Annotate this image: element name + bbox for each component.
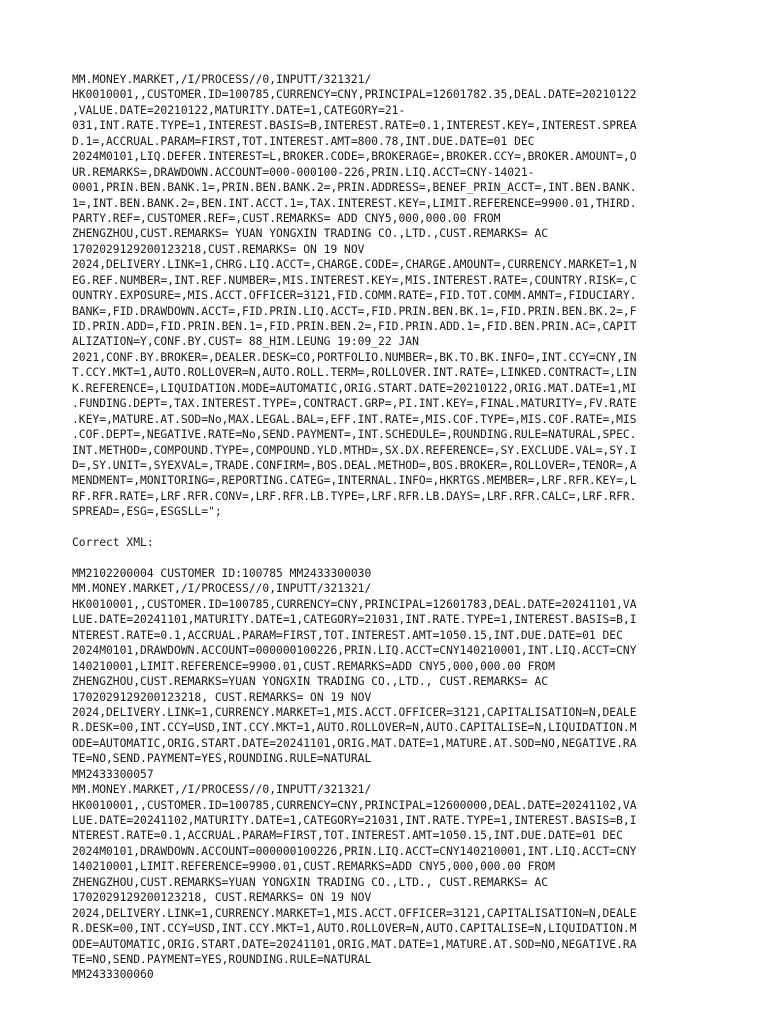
text-line: EG.REF.NUMBER=,INT.REF.NUMBER=,MIS.INTEREST.KEY=,MIS.INTEREST.RATE=,COUNTRY.RISK=,C	[72, 273, 637, 287]
text-line: 0001,PRIN.BEN.BANK.1=,PRIN.BEN.BANK.2=,PRIN.ADDRESS=,BENEF_PRIN_ACCT=,INT.BEN.BANK.	[72, 181, 637, 195]
text-line: 1702029129200123218, CUST.REMARKS= ON 19 NOV	[72, 891, 372, 905]
text-line: ,VALUE.DATE=20210122,MATURITY.DATE=1,CATEGORY=21-	[72, 103, 406, 117]
text-line: TE=NO,SEND.PAYMENT=YES,ROUNDING.RULE=NATURAL	[72, 952, 372, 966]
text-line: RF.RFR.RATE=,LRF.RFR.CONV=,LRF.RFR.LB.TYPE=,LRF.RFR.LB.DAYS=,LRF.RFR.CALC=,LRF.RFR.	[72, 489, 637, 503]
text-line: 2024M0101,DRAWDOWN.ACCOUNT=000000100226,PRIN.LIQ.ACCT=CNY140210001,INT.LIQ.ACCT=CNY	[72, 844, 637, 858]
text-line: MM.MONEY.MARKET,/I/PROCESS//0,INPUTT/321321/	[72, 73, 372, 86]
text-line: ZHENGZHOU,CUST.REMARKS=YUAN YONGXIN TRADING CO.,LTD., CUST.REMARKS= AC	[72, 875, 549, 889]
text-line: HK0010001,,CUSTOMER.ID=100785,CURRENCY=CNY,PRINCIPAL=12600000,DEAL.DATE=20241102,VA	[72, 798, 637, 812]
text-line: 140210001,LIMIT.REFERENCE=9900.01,CUST.REMARKS=ADD CNY5,000,000.00 FROM	[72, 659, 555, 673]
text-line: 2024M0101,DRAWDOWN.ACCOUNT=000000100226,PRIN.LIQ.ACCT=CNY140210001,INT.LIQ.ACCT=CNY	[72, 644, 637, 658]
text-line: .FUNDING.DEPT=,TAX.INTEREST.TYPE=,CONTRACT.GRP=,PI.INT.KEY=,FINAL.MATURITY=,FV.RATE	[72, 397, 637, 411]
text-line: OUNTRY.EXPOSURE=,MIS.ACCT.OFFICER=3121,FID.COMM.RATE=,FID.TOT.COMM.AMNT=,FIDUCIARY.	[72, 289, 637, 303]
text-line: 031,INT.RATE.TYPE=1,INTEREST.BASIS=B,INTEREST.RATE=0.1,INTEREST.KEY=,INTEREST.SPREA	[72, 119, 637, 133]
text-line: HK0010001,,CUSTOMER.ID=100785,CURRENCY=CNY,PRINCIPAL=12601782.35,DEAL.DATE=20210122	[72, 88, 637, 102]
text-line: 1702029129200123218, CUST.REMARKS= ON 19 NOV	[72, 690, 372, 704]
text-line: ALIZATION=Y,CONF.BY.CUST= 88_HIM.LEUNG 19:09_22 JAN	[72, 335, 419, 349]
text-line: MM2433300057	[72, 767, 154, 781]
text-line: 2024,DELIVERY.LINK=1,CHRG.LIQ.ACCT=,CHARGE.CODE=,CHARGE.AMOUNT=,CURRENCY.MARKET=1,N	[72, 258, 637, 272]
text-line: MM2433300060	[72, 968, 154, 982]
text-line: T.CCY.MKT=1,AUTO.ROLLOVER=N,AUTO.ROLL.TERM=,ROLLOVER.INT.RATE=,LINKED.CONTRACT=,LIN	[72, 366, 637, 380]
text-line: .KEY=,MATURE.AT.SOD=No,MAX.LEGAL.BAL=,EFF.INT.RATE=,MIS.COF.TYPE=,MIS.COF.RATE=,MIS	[72, 412, 637, 426]
section-heading: Correct XML:	[72, 536, 154, 550]
text-line: UR.REMARKS=,DRAWDOWN.ACCOUNT=000-000100-226,PRIN.LIQ.ACCT=CNY-14021-	[72, 165, 535, 179]
text-line: INT.METHOD=,COMPOUND.TYPE=,COMPOUND.YLD.MTHD=,SX.DX.REFERENCE=,SY.EXCLUDE.VAL=,SY.I	[72, 443, 637, 457]
text-line: 2024,DELIVERY.LINK=1,CURRENCY.MARKET=1,MIS.ACCT.OFFICER=3121,CAPITALISATION=N,DEALE	[72, 705, 637, 719]
text-line: PARTY.REF=,CUSTOMER.REF=,CUST.REMARKS= ADD CNY5,000,000.00 FROM	[72, 211, 501, 225]
text-line: 140210001,LIMIT.REFERENCE=9900.01,CUST.REMARKS=ADD CNY5,000,000.00 FROM	[72, 860, 555, 874]
text-line: MM.MONEY.MARKET,/I/PROCESS//0,INPUTT/321321/	[72, 783, 372, 797]
text-line: 2021,CONF.BY.BROKER=,DEALER.DESK=CO,PORTFOLIO.NUMBER=,BK.TO.BK.INFO=,INT.CCY=CNY,IN	[72, 350, 637, 364]
text-line: NTEREST.RATE=0.1,ACCRUAL.PARAM=FIRST,TOT.INTEREST.AMT=1050.15,INT.DUE.DATE=01 DEC	[72, 829, 623, 843]
text-line: ZHENGZHOU,CUST.REMARKS=YUAN YONGXIN TRADING CO.,LTD., CUST.REMARKS= AC	[72, 675, 549, 689]
text-line: D=,SY.UNIT=,SYEXVAL=,TRADE.CONFIRM=,BOS.DEAL.METHOD=,BOS.BROKER=,ROLLOVER=,TENOR=,A	[72, 458, 637, 472]
text-line: 1702029129200123218,CUST.REMARKS= ON 19 NOV	[72, 242, 365, 256]
document-page	[72, 72, 702, 983]
text-line: TE=NO,SEND.PAYMENT=YES,ROUNDING.RULE=NATURAL	[72, 752, 372, 766]
text-line: LUE.DATE=20241101,MATURITY.DATE=1,CATEGORY=21031,INT.RATE.TYPE=1,INTEREST.BASIS=B,I	[72, 613, 637, 627]
text-line: MM.MONEY.MARKET,/I/PROCESS//0,INPUTT/321321/	[72, 582, 372, 596]
text-line: ID.PRIN.ADD=,FID.PRIN.BEN.1=,FID.PRIN.BEN.2=,FID.PRIN.ADD.1=,FID.BEN.PRIN.AC=,CAPIT	[72, 320, 637, 333]
text-line: 1=,INT.BEN.BANK.2=,BEN.INT.ACCT.1=,TAX.INTEREST.KEY=,LIMIT.REFERENCE=9900.01,THIRD.	[72, 196, 637, 210]
text-line: D.1=,ACCRUAL.PARAM=FIRST,TOT.INTEREST.AMT=800.78,INT.DUE.DATE=01 DEC	[72, 134, 535, 148]
text-line: NTEREST.RATE=0.1,ACCRUAL.PARAM=FIRST,TOT.INTEREST.AMT=1050.15,INT.DUE.DATE=01 DEC	[72, 628, 623, 642]
text-line: R.DESK=00,INT.CCY=USD,INT.CCY.MKT=1,AUTO.ROLLOVER=N,AUTO.CAPITALISE=N,LIQUIDATION.M	[72, 922, 637, 936]
text-line: ZHENGZHOU,CUST.REMARKS= YUAN YONGXIN TRADING CO.,LTD.,CUST.REMARKS= AC	[72, 227, 549, 241]
text-line: ODE=AUTOMATIC,ORIG.START.DATE=20241101,ORIG.MAT.DATE=1,MATURE.AT.SOD=NO,NEGATIVE.RA	[72, 736, 637, 750]
text-line: SPREAD=,ESG=,ESGSLL=";	[72, 505, 222, 519]
text-line: 2024M0101,LIQ.DEFER.INTEREST=L,BROKER.CODE=,BROKERAGE=,BROKER.CCY=,BROKER.AMOUNT=,O	[72, 150, 637, 164]
text-line: HK0010001,,CUSTOMER.ID=100785,CURRENCY=CNY,PRINCIPAL=12601783,DEAL.DATE=20241101,VA	[72, 597, 637, 611]
text-line: R.DESK=00,INT.CCY=USD,INT.CCY.MKT=1,AUTO.ROLLOVER=N,AUTO.CAPITALISE=N,LIQUIDATION.M	[72, 721, 637, 735]
original-record-block	[72, 72, 702, 520]
text-line: 2024,DELIVERY.LINK=1,CURRENCY.MARKET=1,MIS.ACCT.OFFICER=3121,CAPITALISATION=N,DEALE	[72, 906, 637, 920]
corrected-records-block	[72, 566, 702, 983]
text-line: K.REFERENCE=,LIQUIDATION.MODE=AUTOMATIC,ORIG.START.DATE=20210122,ORIG.MAT.DATE=1,MI	[72, 381, 637, 395]
text-line: MENDMENT=,MONITORING=,REPORTING.CATEG=,INTERNAL.INFO=,HKRTGS.MEMBER=,LRF.RFR.KEY=,L	[72, 474, 637, 488]
text-line: ODE=AUTOMATIC,ORIG.START.DATE=20241101,ORIG.MAT.DATE=1,MATURE.AT.SOD=NO,NEGATIVE.RA	[72, 937, 637, 951]
text-line: .COF.DEPT=,NEGATIVE.RATE=No,SEND.PAYMENT=,INT.SCHEDULE=,ROUNDING.RULE=NATURAL,SPEC.	[72, 428, 637, 442]
text-line: MM2102200004 CUSTOMER ID:100785 MM2433300030	[72, 567, 372, 580]
text-line: LUE.DATE=20241102,MATURITY.DATE=1,CATEGORY=21031,INT.RATE.TYPE=1,INTEREST.BASIS=B,I	[72, 814, 637, 827]
spacer	[72, 520, 702, 535]
text-line: BANK=,FID.DRAWDOWN.ACCT=,FID.PRIN.LIQ.ACCT=,FID.PRIN.BEN.BK.1=,FID.PRIN.BEN.BK.2=,F	[72, 304, 637, 318]
spacer	[72, 551, 702, 566]
